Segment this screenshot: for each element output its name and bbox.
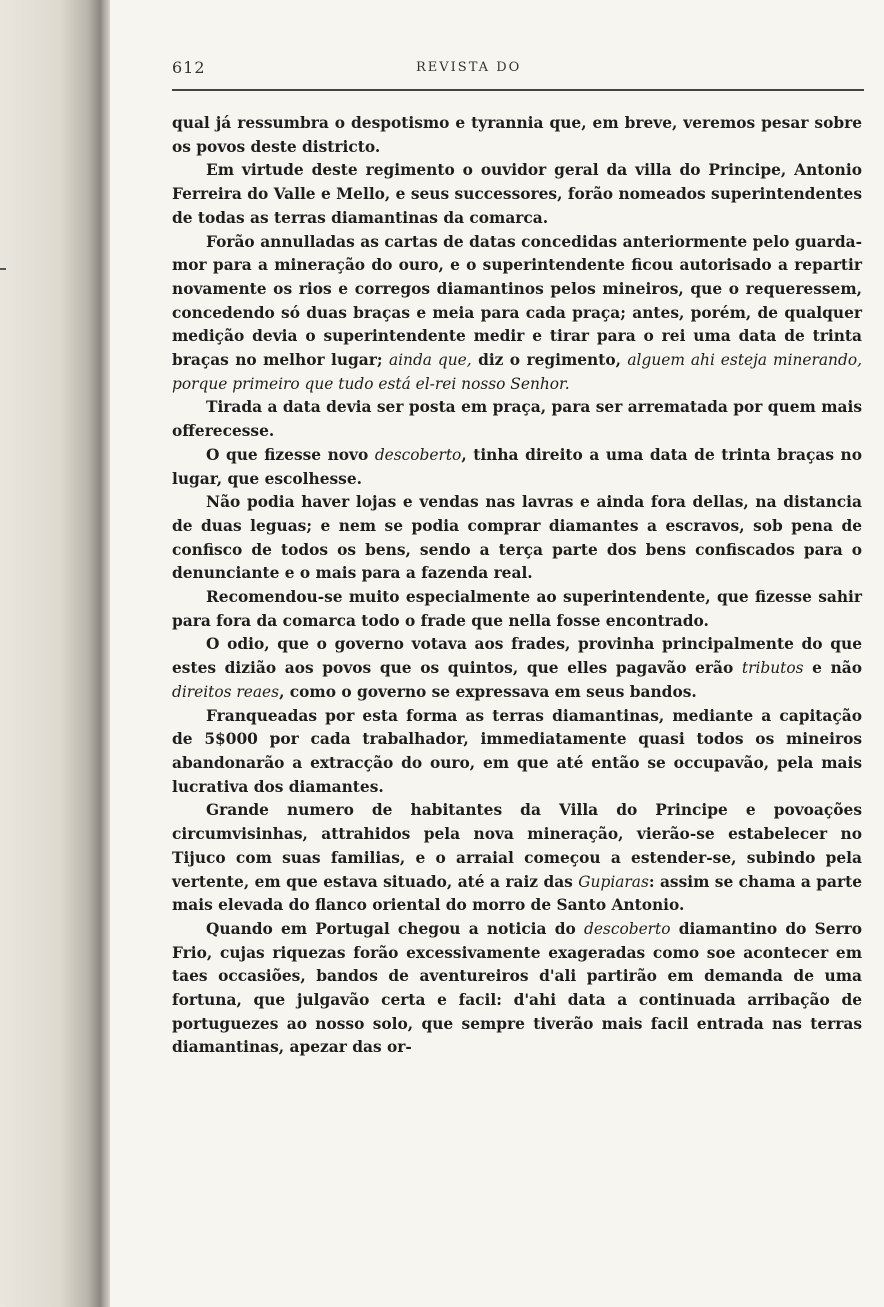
text-run: O odio, que o governo votava aos frades, provinha principalmente do que estes dizião aos povos que os quintos, que elles pagavão erão [172, 635, 862, 678]
body-text [172, 112, 862, 1060]
paragraph [172, 799, 862, 918]
book-spine-gutter [0, 0, 110, 1307]
text-run: e não [803, 659, 862, 678]
text-run: Em virtude deste regimento o ouvidor geral da villa do Principe, Antonio Ferreira do Valle e Mello, e seus successores, forão nomeados superintendentes de todas as terras diamantinas da comarca. [172, 161, 862, 227]
text-run: : assim se chama a parte mais elevada do flanco oriental do morro de Santo Antonio. [172, 872, 862, 915]
text-run: qual já ressumbra o despotismo e tyrannia que, em breve, veremos pesar sobre os povos deste districto. [172, 114, 862, 156]
text-run: Grande numero de habitantes da Villa do Principe e povoações circumvisinhas, attrahidos pela nova mineração, vierão-se estabelecer no Tijuco com suas familias, e o arraial começou a estender-se, subindo pela vertente, em que estava situado, até a raiz das [172, 801, 862, 891]
paragraph [172, 444, 862, 491]
italic-text: direitos reaes [172, 682, 280, 701]
text-run: Forão annulladas as cartas de datas concedidas anteriormente pelo guarda-mor para a mineração do ouro, e o superintendente ficou autorisado a repartir novamente os rios e corregos diamantinos pelos mineiros, que o requeressem, concedendo só duas braças e meia para cada praça; antes, porém, de qualquer medição devia o superintendente medir e tirar para o rei uma data de trinta braças no melhor lugar; [172, 232, 862, 370]
text-run: Franqueadas por esta forma as terras diamantinas, mediante a capitação de 5$000 por cada trabalhador, immediatamente quasi todos os mineiros abandonarão a extracção do ouro, em que até então se occupavão, pela mais lucrativa dos diamantes. [172, 706, 862, 796]
running-head: REVISTA DO [416, 60, 522, 75]
paragraph [172, 112, 862, 159]
italic-text: tributos [741, 659, 804, 678]
text-run: Recomendou-se muito especialmente ao superintendente, que fizesse sahir para fora da comarca todo o frade que nella fosse encontrado. [172, 588, 862, 630]
page-number: 612 [172, 58, 206, 77]
text-run: diamantino do Serro Frio, cujas riquezas forão excessivamente exageradas como soe acontecer em taes occasiões, bandos de aventureiros d'ali partirão em demanda de uma fortuna, que julgavão certa e facil: d'ahi data a continuada arribação de portuguezes ao nosso solo, que sempre tiverão mais facil entrada nas terras diamantinas, apezar das or- [172, 919, 862, 1057]
text-run: O que fizesse novo [206, 445, 375, 464]
paragraph [172, 396, 862, 443]
paragraph [172, 491, 862, 586]
text-run: Quando em Portugal chegou a noticia do [206, 919, 584, 938]
italic-text: Gupiaras [578, 872, 649, 891]
text-run: Tirada a data devia ser posta em praça, para ser arrematada por quem mais offerecesse. [172, 398, 862, 441]
paragraph [172, 918, 862, 1060]
paragraph [172, 633, 862, 704]
italic-text: descoberto [374, 445, 462, 464]
paragraph [172, 231, 862, 397]
paragraph [172, 586, 862, 633]
paragraph [172, 159, 862, 230]
italic-text: descoberto [583, 919, 671, 938]
italic-text: alguem ahi esteja minerando, porque primeiro que tudo está el-rei nosso Senhor. [172, 351, 862, 393]
italic-text: ainda que, [388, 351, 472, 370]
header-rule [172, 89, 864, 91]
text-run: diz o regimento, [471, 351, 628, 370]
margin-mark [0, 268, 6, 270]
page-header [172, 58, 862, 82]
text-run: Não podia haver lojas e vendas nas lavras e ainda fora dellas, na distancia de duas leguas; e nem se podia comprar diamantes a escravos, sob pena de confisco de todos os bens, sendo a terça parte dos bens confiscados para o denunciante e o mais para a fazenda real. [172, 493, 862, 583]
text-run: , tinha direito a uma data de trinta braças no lugar, que escolhesse. [172, 445, 862, 488]
text-run: , como o governo se expressava em seus bandos. [279, 682, 697, 701]
paragraph [172, 705, 862, 800]
